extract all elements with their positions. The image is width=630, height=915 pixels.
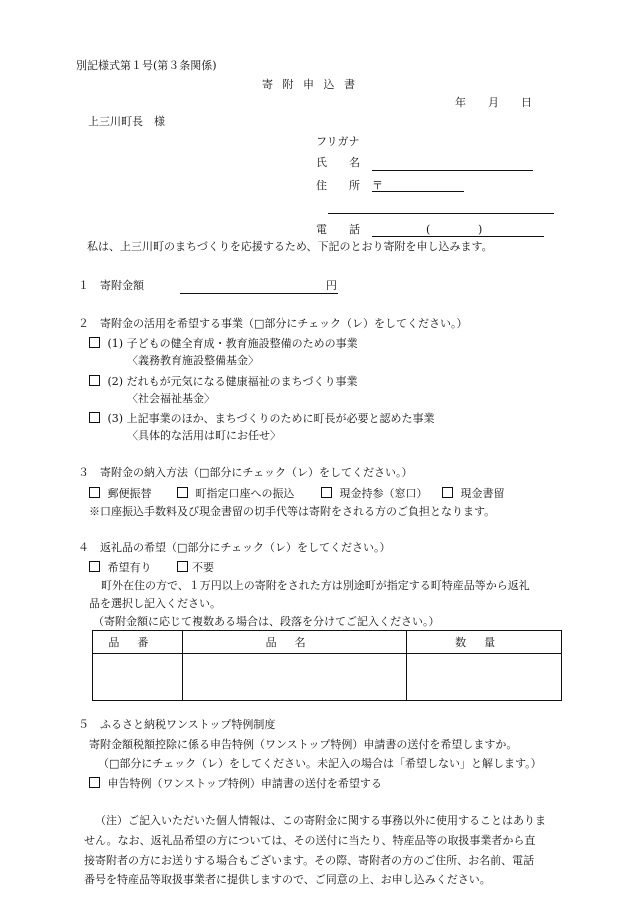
project-option-2[interactable]: (2) だれもが元気になる健康福祉のまちづくり事業	[89, 375, 357, 387]
section1-heading: １ 寄附金額	[78, 279, 144, 292]
col-header-item-number: 品番	[93, 631, 183, 654]
privacy-note-line-2: せん。なお、返礼品希望の方については、その送付に当たり、特産品等の取扱事業者から直	[84, 834, 536, 847]
checkbox-gift-yes[interactable]	[89, 561, 100, 572]
onestop-text-2: （□部分にチェック（レ）をしてください。未記入の場合は「希望しない」と解します。）	[98, 757, 542, 770]
address-label: 住 所	[316, 179, 360, 192]
checkbox-cash-window[interactable]	[321, 487, 332, 498]
name-label: 氏 名	[316, 156, 360, 169]
checkbox-postal-transfer[interactable]	[89, 487, 100, 498]
gift-text-2: 品を選択し記入ください。	[89, 597, 221, 610]
privacy-note-line-3: 接寄附者の方にお送りする場合もございます。その際、寄附者の方のご住所、お名前、電話	[84, 854, 535, 867]
date-year: 年	[455, 96, 466, 109]
gift-text-3: （寄附金額に応じて複数ある場合は、段落を分けてご記入ください。）	[93, 615, 440, 628]
method-bank-transfer[interactable]: 町指定口座への振込	[177, 487, 295, 499]
section4-heading: ４ 返礼品の希望（□部分にチェック（レ）をしてください。）	[78, 541, 391, 554]
name-field[interactable]	[372, 170, 533, 171]
project-fund-3: 〈具体的な活用は町にお任せ〉	[127, 429, 281, 442]
method-note: ※口座振込手数料及び現金書留の切手代等は寄附をされる方のご負担となります。	[89, 505, 496, 518]
project-fund-1: 〈義務教育施設整備基金〉	[127, 354, 259, 367]
item-number-cell[interactable]	[93, 654, 183, 701]
section3-heading: ３ 寄附金の納入方法（□部分にチェック（レ）をしてください。）	[78, 466, 413, 479]
method-postal-transfer[interactable]: 郵便振替	[89, 487, 152, 499]
gift-option-no[interactable]: 不要	[177, 561, 214, 573]
form-id: 別記様式第１号(第３条関係)	[76, 59, 217, 72]
method-cash-window[interactable]: 現金持参（窓口）	[321, 487, 428, 499]
quantity-cell[interactable]	[407, 654, 562, 701]
intro-text: 私は、上三川町のまちづくりを応援するため、下記のとおり寄附を申し込みます。	[87, 240, 493, 253]
section5-heading: ５ ふるさと納税ワンストップ特例制度	[78, 718, 276, 731]
checkbox-project-3[interactable]	[89, 412, 100, 423]
checkbox-bank-transfer[interactable]	[177, 487, 188, 498]
phone-field[interactable]	[372, 236, 544, 237]
onestop-text-1: 寄附金額税額控除に係る申告特例（ワンストップ特例）申請書の送付を希望しますか。	[89, 738, 518, 751]
checkbox-registered-mail[interactable]	[442, 487, 453, 498]
gift-text-1: 町外在住の方で、１万円以上の寄附をされた方は別途町が指定する町特産品等から返礼	[101, 579, 530, 592]
col-header-item-name: 品名	[182, 631, 406, 654]
section2-heading: ２ 寄附金の活用を希望する事業（□部分にチェック（レ）をしてください。）	[78, 317, 468, 330]
gift-option-yes[interactable]: 希望有り	[89, 561, 152, 573]
phone-label: 電 話	[316, 223, 360, 236]
address-field[interactable]	[328, 213, 554, 214]
project-fund-2: 〈社会福祉基金〉	[127, 392, 215, 405]
project-option-3[interactable]: (3) 上記事業のほか、まちづくりのために町長が必要と認めた事業	[89, 412, 434, 424]
gift-table	[92, 630, 562, 701]
amount-field[interactable]	[180, 293, 338, 294]
item-name-cell[interactable]	[182, 654, 406, 701]
project-option-1[interactable]: (1) 子どもの健全育成・教育施設整備のための事業	[89, 337, 358, 349]
checkbox-project-2[interactable]	[89, 375, 100, 386]
date-month: 月	[488, 96, 499, 109]
date-day: 日	[521, 96, 532, 109]
furigana-label: フリガナ	[316, 135, 360, 148]
phone-paren-close: )	[478, 223, 483, 236]
method-registered-mail[interactable]: 現金書留	[442, 487, 505, 499]
page-title: 寄 附 申 込 書	[262, 78, 358, 91]
col-header-quantity: 数量	[407, 631, 562, 654]
amount-unit: 円	[326, 279, 337, 292]
phone-paren-open: (	[426, 223, 431, 236]
table-row	[93, 654, 562, 701]
privacy-note-line-4: 番号を特産品等取扱事業者に提供しますので、ご同意の上、お申し込みください。	[84, 873, 491, 886]
checkbox-onestop[interactable]	[89, 777, 100, 788]
checkbox-gift-no[interactable]	[177, 561, 188, 572]
postal-code-field[interactable]	[372, 191, 464, 192]
postal-mark: 〒	[372, 179, 383, 192]
onestop-option[interactable]: 申告特例（ワンストップ特例）申請書の送付を希望する	[89, 777, 382, 789]
addressee: 上三川町長 様	[88, 115, 165, 128]
checkbox-project-1[interactable]	[89, 337, 100, 348]
privacy-note-line-1: （注）ご記入いただいた個人情報は、この寄附金に関する事務以外に使用することはありま	[95, 814, 546, 827]
